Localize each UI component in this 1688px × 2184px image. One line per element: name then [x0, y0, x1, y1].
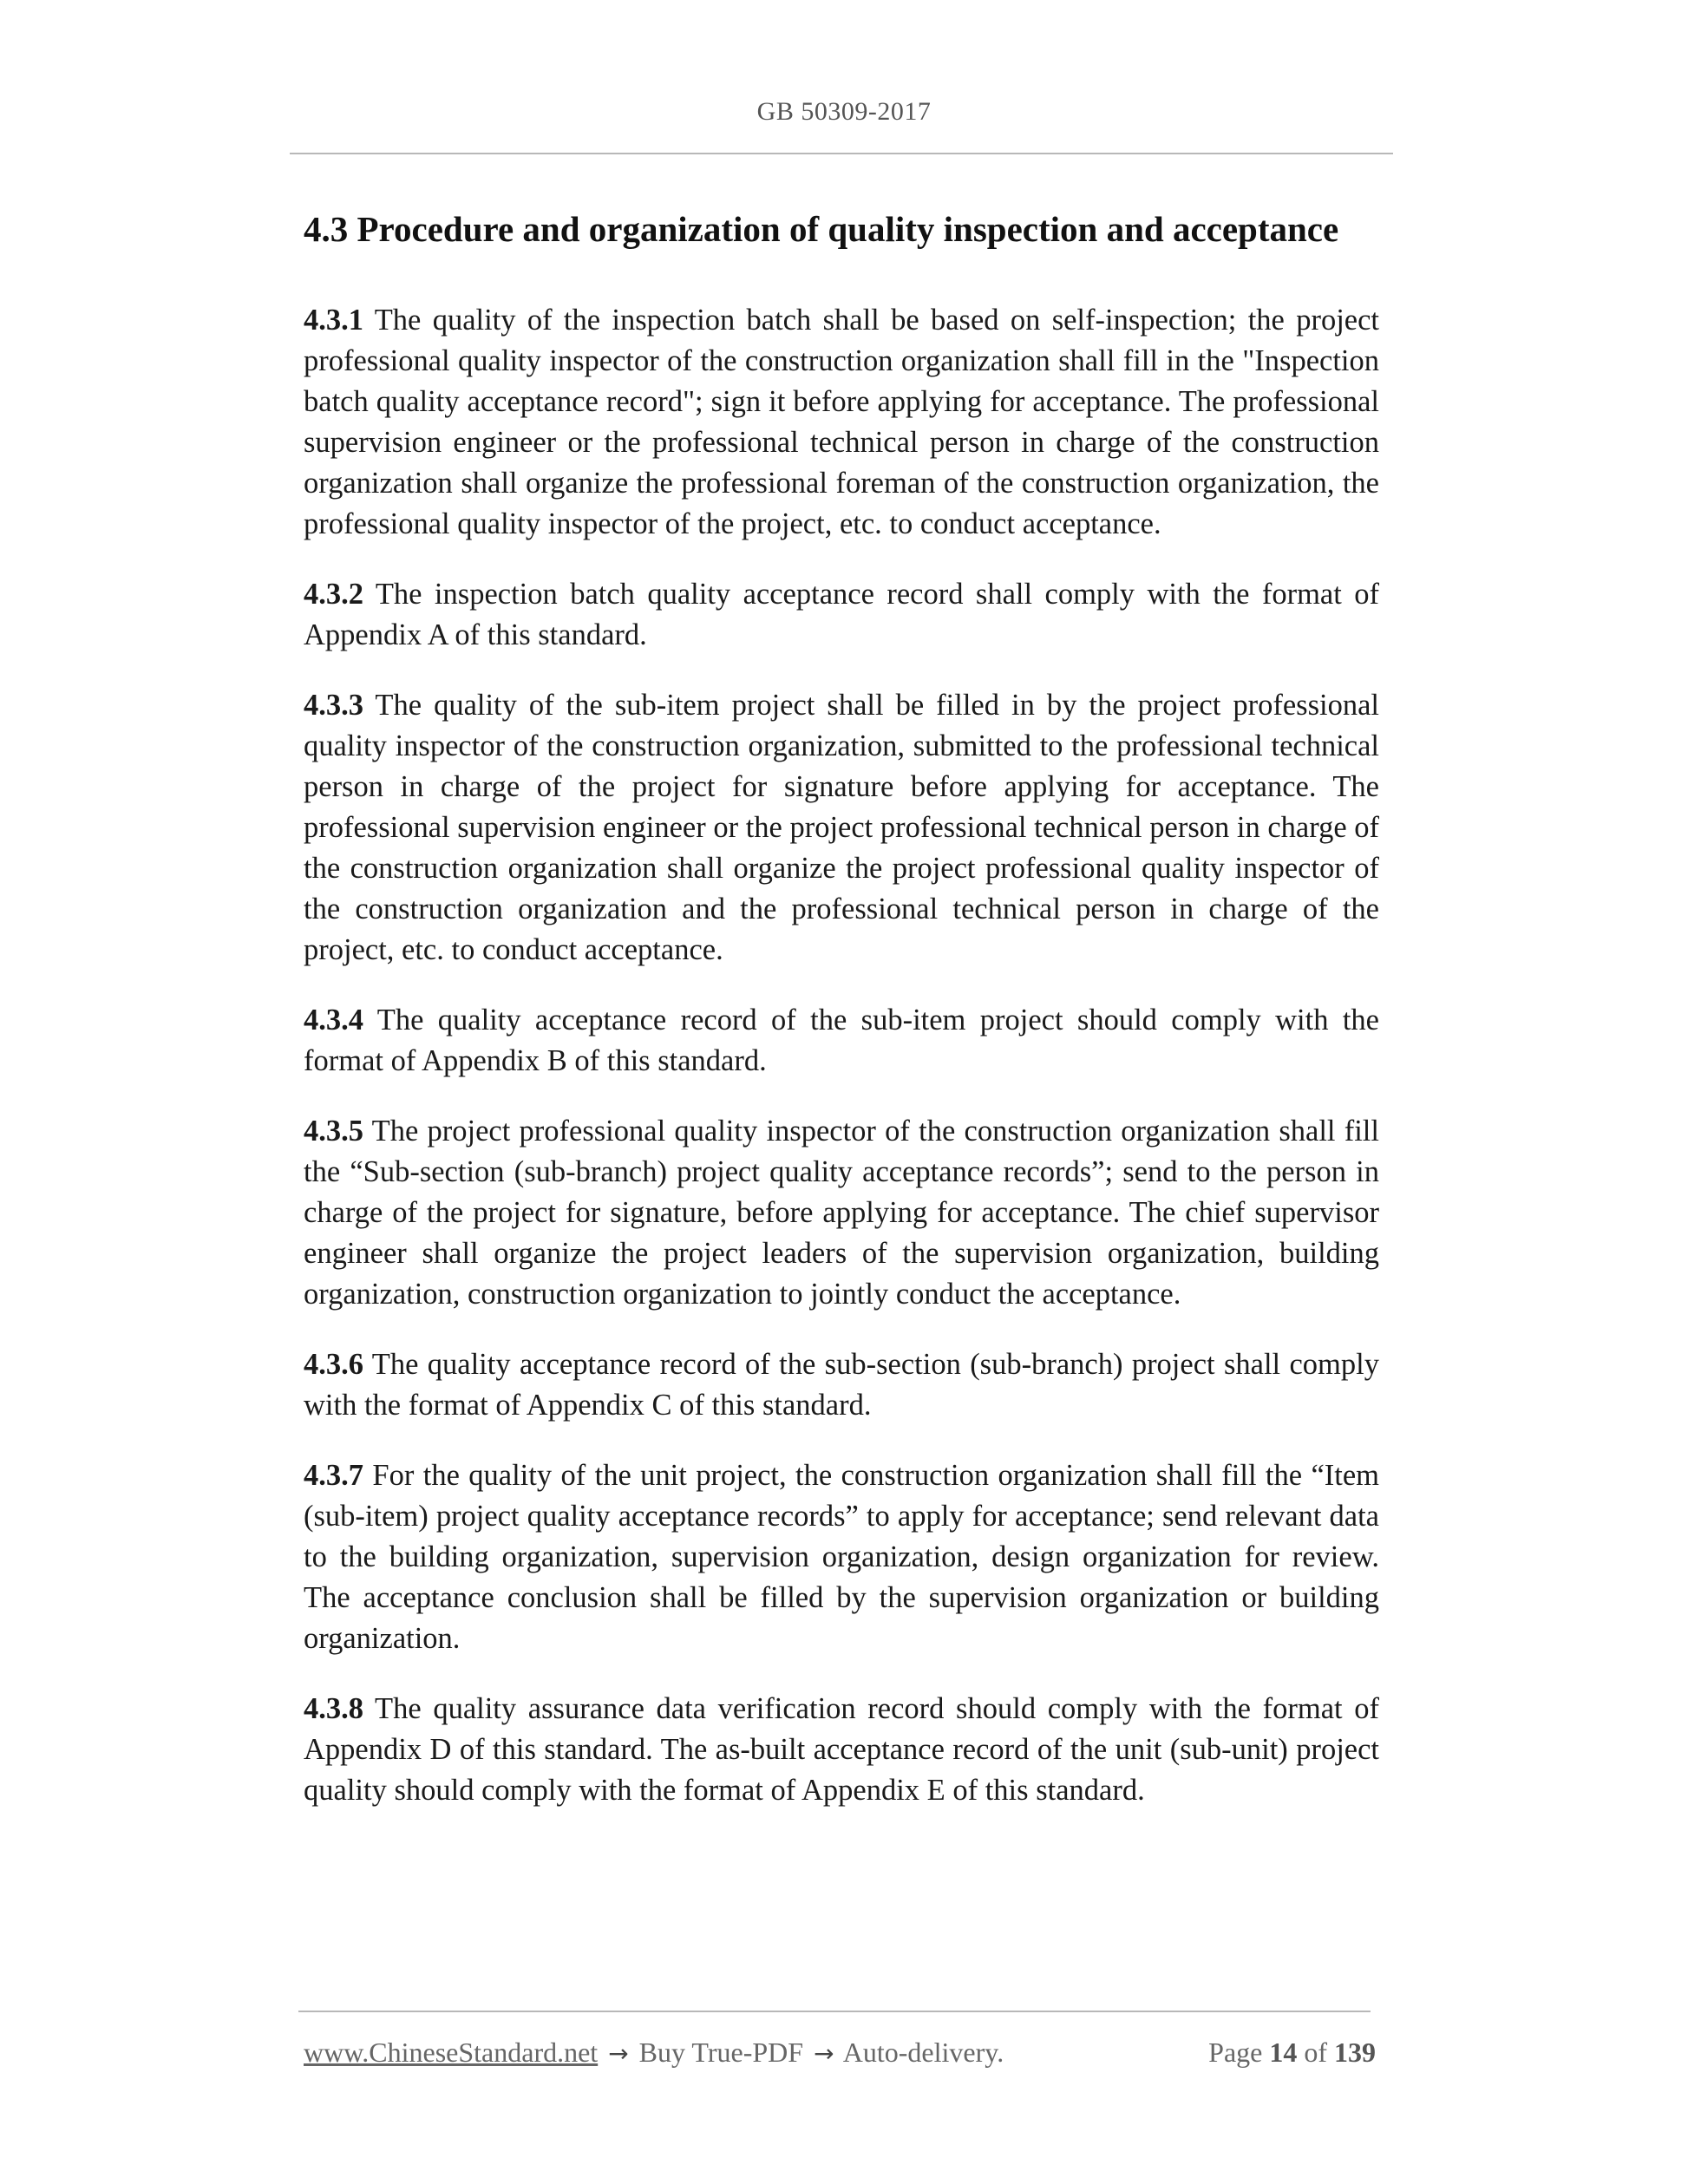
footer-divider	[298, 2011, 1371, 2012]
clause-text: The project professional quality inspector of the construction organization shall fill the “Sub-section (sub-branch) project quality acceptance records”; send to the person in charge of the project for signature, before applying for acceptance. The chief supervisor engineer shall organize the project leaders of the supervision organization, building organization, construction organization to jointly conduct the acceptance.	[304, 1115, 1379, 1311]
clause-number: 4.3.2	[304, 578, 363, 611]
clause-number: 4.3.6	[304, 1348, 363, 1381]
clause-text: The inspection batch quality acceptance record shall comply with the format of Appendix A of this standard.	[304, 578, 1379, 651]
clause-text: The quality acceptance record of the sub-section (sub-branch) project shall comply with the format of Appendix C of this standard.	[304, 1348, 1379, 1422]
header-divider	[290, 153, 1393, 154]
section-title: 4.3 Procedure and organization of quality inspection and acceptance	[304, 209, 1339, 249]
page-label: Page	[1208, 2037, 1263, 2068]
clause-text: The quality assurance data verification record should comply with the format of Appendix D of this standard. The as-built acceptance record of the unit (sub-unit) project quality should comply with the format of Appendix E of this standard.	[304, 1692, 1379, 1807]
page-of: of	[1304, 2037, 1327, 2068]
page-indicator	[1208, 2033, 1376, 2071]
clause-text: For the quality of the unit project, the construction organization shall fill the “Item (sub-item) project quality acceptance records” to apply for acceptance; send relevant data to the building organization, supervision organization, design organization for review. The acceptance conclusion shall be filled by the supervision organization or building organization.	[304, 1459, 1380, 1655]
document-code: GB 50309-2017	[756, 97, 932, 126]
page-current: 14	[1269, 2037, 1298, 2068]
clause-number: 4.3.3	[304, 689, 363, 722]
clause-4-3-6	[304, 1344, 1379, 1426]
right-arrow-icon: →	[814, 2039, 834, 2068]
clause-text: The quality of the inspection batch shall be based on self-inspection; the project professional quality inspector of the construction organization shall fill in the "Inspection batch quality acceptance record"; sign it before applying for acceptance. The professional supervision engineer or the professional technical person in charge of the construction organization shall organize the professional foreman of the construction organization, the professional quality inspector of the project, etc. to conduct acceptance.	[304, 304, 1379, 540]
clause-4-3-5	[304, 1111, 1379, 1315]
clause-4-3-8	[304, 1689, 1379, 1811]
clause-number: 4.3.1	[304, 304, 363, 337]
buy-text: Buy True-PDF	[638, 2037, 804, 2068]
clause-4-3-7	[304, 1455, 1379, 1659]
clause-4-3-3	[304, 685, 1379, 971]
clause-number: 4.3.7	[304, 1459, 363, 1492]
clause-4-3-4	[304, 1000, 1379, 1082]
page-total: 139	[1334, 2037, 1376, 2068]
clause-number: 4.3.8	[304, 1692, 363, 1725]
site-link[interactable]: www.ChineseStandard.net	[304, 2037, 599, 2068]
right-arrow-icon: →	[608, 2039, 629, 2068]
footer-links	[304, 2033, 1004, 2073]
clause-4-3-2	[304, 574, 1379, 656]
clause-text: The quality of the sub-item project shall be filled in by the project professional quality inspector of the construction organization, submitted to the professional technical person in charge of the project for signature before applying for acceptance. The professional supervision engineer or the project professional technical person in charge of the construction organization shall organize the project professional quality inspector of the construction organization and the professional technical person in charge of the project, etc. to conduct acceptance.	[304, 689, 1379, 966]
clauses-body	[304, 300, 1379, 1841]
clause-number: 4.3.5	[304, 1115, 363, 1148]
clause-number: 4.3.4	[304, 1004, 363, 1036]
delivery-text: Auto-delivery.	[842, 2037, 1004, 2068]
clause-text: The quality acceptance record of the sub-item project should comply with the format of Appendix B of this standard.	[304, 1004, 1379, 1077]
clause-4-3-1	[304, 300, 1379, 545]
